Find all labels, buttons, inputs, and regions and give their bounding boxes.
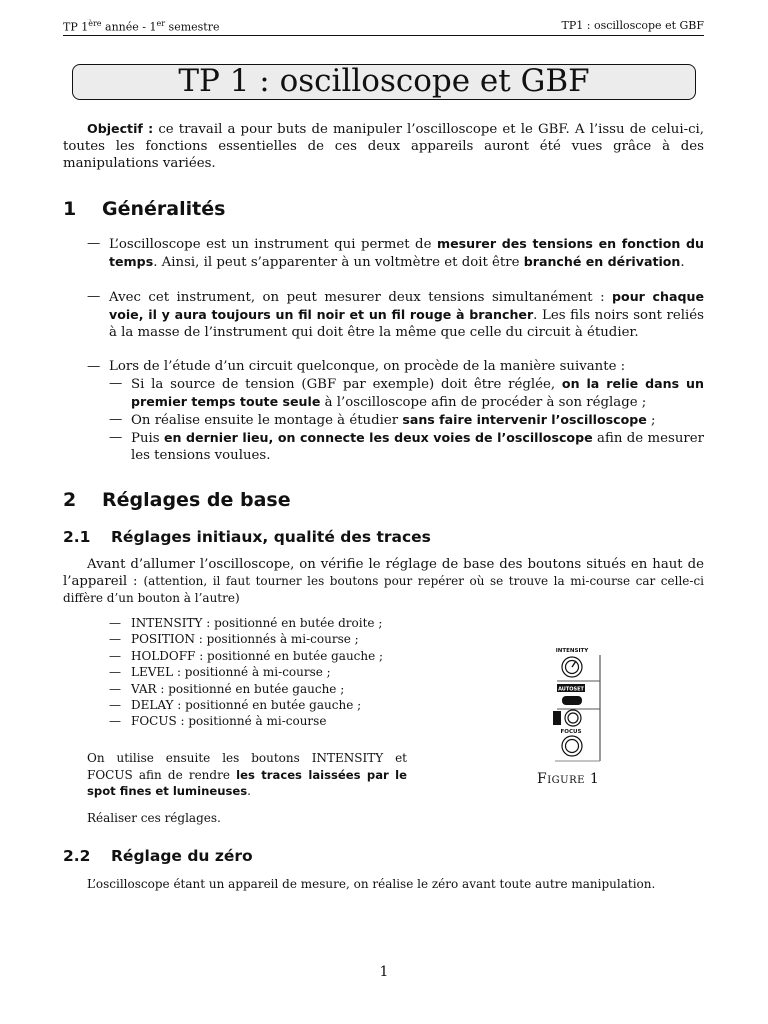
- sub-item: — On réalise ensuite le montage à étudier sans faire intervenir l’oscilloscope ;: [109, 412, 656, 428]
- figure-label-focus: FOCUS: [560, 729, 582, 735]
- section-2-heading: 2 Réglages de base: [63, 489, 291, 511]
- section-1-item-2: — Avec cet instrument, on peut mesurer deux tensions simultanément : pour chaque voie, il y aura toujours un fil noir et un fil rouge à brancher. Les fils noirs sont reliés à la masse de l’instrument qui doit être la même que celle du circuit à étudier.: [87, 289, 704, 340]
- focus-knob-icon: [565, 710, 581, 726]
- settings-list: [109, 616, 429, 731]
- settings-list-item: — FOCUS : positionné à mi-course: [109, 714, 327, 729]
- sub-item: — Puis en dernier lieu, on connecte les deux voies de l’oscilloscope afin de mesurer les tensions voulues.: [109, 430, 704, 463]
- section-1-heading: 1 Généralités: [63, 198, 226, 220]
- oscilloscope-panel-figure: [545, 643, 605, 765]
- settings-list-item: — LEVEL : positionné à mi-course ;: [109, 665, 331, 680]
- figure-label-intensity: INTENSITY: [555, 648, 589, 654]
- header-rule: [63, 35, 704, 36]
- section-1-item-1: — L’oscilloscope est un instrument qui permet de mesurer des tensions en fonction du temps. Ainsi, il peut s’apparenter à un voltmètre et doit être branché en dérivation.: [87, 236, 704, 270]
- figure-label-autoset: AUTOSET: [558, 686, 584, 693]
- intensity-knob-icon: [562, 657, 582, 677]
- section-2-1-heading: 2.1 Réglages initiaux, qualité des traces: [63, 528, 431, 546]
- autoset-button-icon: [562, 696, 582, 705]
- settings-list-item: — DELAY : positionné en butée gauche ;: [109, 697, 362, 712]
- sub-item: — Si la source de tension (GBF par exemple) doit être réglée, on la relie dans un premier temps toute seule à l’oscilloscope afin de procéder à son réglage ;: [109, 376, 704, 410]
- settings-list-item: — VAR : positionné en butée gauche ;: [109, 681, 345, 696]
- sub-list: [109, 375, 704, 464]
- header-right: TP1 : oscilloscope et GBF: [561, 19, 704, 32]
- page-title: TP 1 : oscilloscope et GBF: [178, 63, 590, 99]
- settings-list-item: — INTENSITY : positionné en butée droite ;: [109, 616, 383, 630]
- header-left: TP 1ère année - 1er semestre: [63, 19, 220, 34]
- section-2-1-intro: Avant d’allumer l’oscilloscope, on vérifie le réglage de base des boutons situés en haut de l’appareil : (attention, il faut tourner les boutons pour repérer où se trouve la mi-course car celle-ci diffère d’un bouton à l’autre): [63, 557, 705, 605]
- realise-instruction: Réaliser ces réglages.: [87, 811, 221, 825]
- focus-paragraph: On utilise ensuite les boutons INTENSITY et FOCUS afin de rendre les traces laissées par le spot fines et lumineuses.: [87, 751, 407, 798]
- section-2-2-text: L’oscilloscope étant un appareil de mesure, on réalise le zéro avant toute autre manipulation.: [87, 877, 656, 891]
- oscilloscope-panel-image: [545, 643, 605, 765]
- settings-list-item: — HOLDOFF : positionné en butée gauche ;: [109, 648, 384, 663]
- page-number: 1: [379, 964, 389, 980]
- objective-paragraph: Objectif : ce travail a pour buts de manipuler l’oscilloscope et le GBF. A l’issu de celui-ci, toutes les fonctions essentielles de ces deux appareils auront été vues grâce à des manipulations variées.: [63, 121, 705, 171]
- objective-label: Objectif :: [87, 121, 154, 136]
- figure-caption: Figure 1: [537, 771, 600, 787]
- section-1-item-3: — Lors de l’étude d’un circuit quelconque, on procède de la manière suivante : — Si la source de tension (GBF par exemple) doit être réglée, on la relie dans un premier temps toute seule à l’oscilloscope afin de procéder à son réglage ; — On réalise ensuite le montage à étudier sans faire intervenir l’oscilloscope ; — Puis en dernier lieu, on connecte les deux voies de l’oscilloscope afin de mesurer les tensions voulues.: [87, 359, 704, 463]
- settings-list-item: — POSITION : positionnés à mi-course ;: [109, 632, 359, 647]
- section-2-2-heading: 2.2 Réglage du zéro: [63, 847, 253, 865]
